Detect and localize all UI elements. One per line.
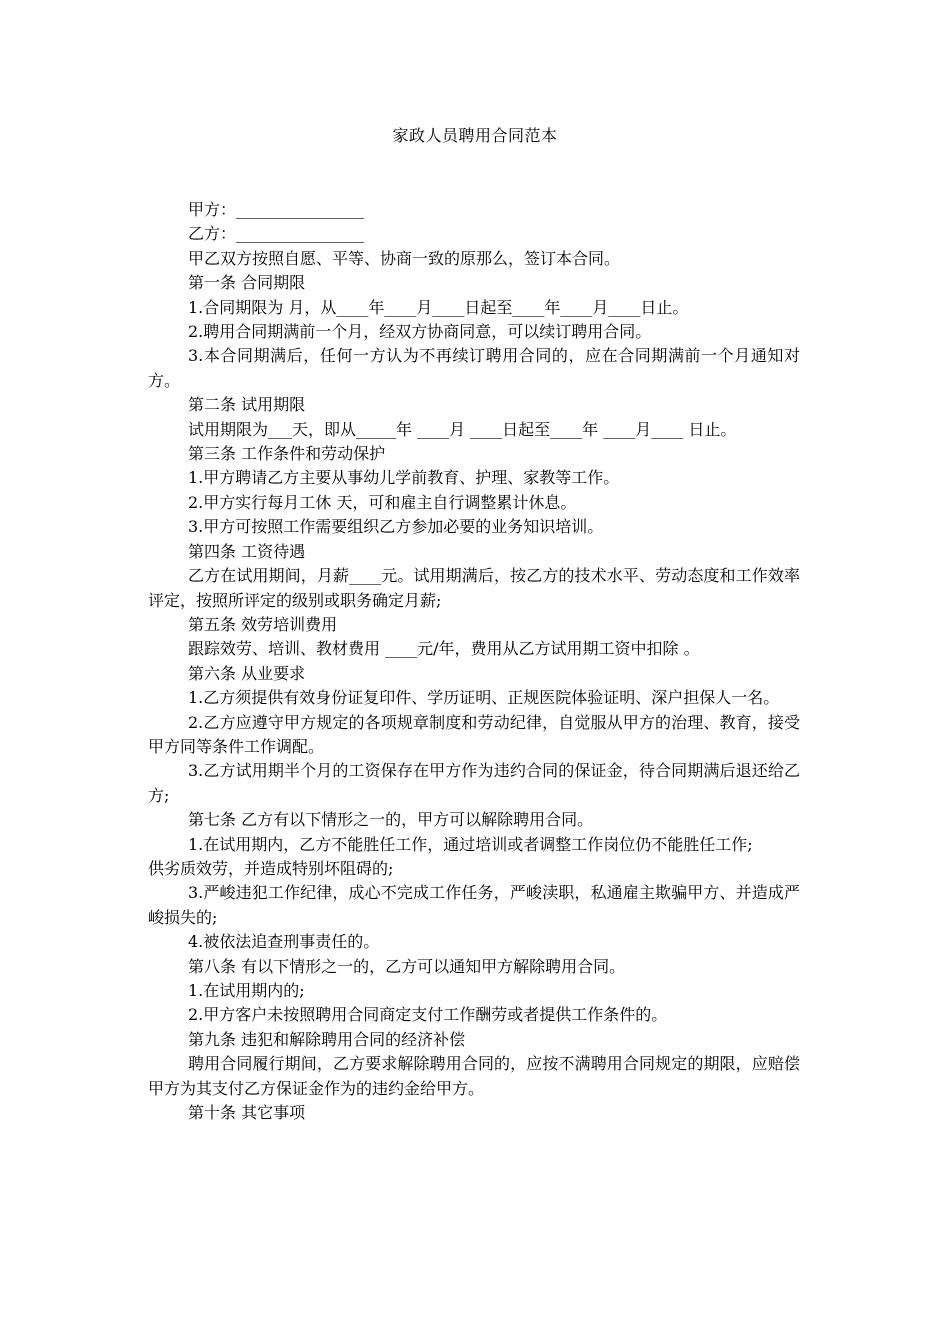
article-7-clause-3: 3.严峻违犯工作纪律，成心不完成工作任务，严峻渎职，私通雇主欺骗甲方、并造成严峻损失的;: [148, 883, 800, 927]
party-a-line: 甲方：________________: [188, 200, 365, 219]
article-6-clause-3: 3.乙方试用期半个月的工资保存在甲方作为违约合同的保证金，待合同期满后退还给乙方;: [148, 761, 800, 805]
article-3-clause-2: 2.甲方实行每月工休 天，可和雇主自行调整累计休息。: [188, 492, 577, 512]
article-2-heading: 第二条 试用期限: [188, 395, 306, 415]
article-1-clause-1: 1.合同期限为 月，从____年____月____日起至____年____月____日止。: [188, 297, 689, 317]
article-8-clause-2: 2.甲方客户未按照聘用合同商定支付工作酬劳或者提供工作条件的。: [188, 1005, 668, 1025]
article-9-paragraph: 聘用合同履行期间，乙方要求解除聘用合同的，应按不满聘用合同规定的期限，应赔偿甲方为其支付乙方保证金作为的违约金给甲方。: [148, 1054, 800, 1098]
article-1-clause-3: 3.本合同期满后，任何一方认为不再续订聘用合同的，应在合同期满前一个月通知对方。: [148, 346, 800, 390]
article-4-paragraph: 乙方在试用期间，月薪____元。试用期满后，按乙方的技术水平、劳动态度和工作效率评定，按照所评定的级别或职务确定月薪;: [148, 566, 800, 610]
article-3-clause-1: 1.甲方聘请乙方主要从事幼儿学前教育、护理、家教等工作。: [188, 468, 620, 488]
party-b-line: 乙方：________________: [188, 224, 365, 244]
article-3-clause-3: 3.甲方可按照工作需要组织乙方参加必要的业务知识培训。: [188, 517, 604, 537]
article-7-clause-4: 4.被依法追查刑事责任的。: [188, 932, 380, 952]
article-6-clause-2: 2.乙方应遵守甲方规定的各项规章制度和劳动纪律，自觉服从甲方的治理、教育，接受甲方同等条件工作调配。: [148, 712, 800, 756]
article-7-heading: 第七条 乙方有以下情形之一的，甲方可以解除聘用合同。: [188, 810, 594, 830]
document-body: [148, 198, 800, 1125]
article-10-heading: 第十条 其它事项: [188, 1103, 306, 1123]
article-1-clause-2: 2.聘用合同期满前一个月，经双方协商同意，可以续订聘用合同。: [188, 322, 652, 342]
article-7-clause-2-fragment: 供劣质效劳，并造成特别坏阻碍的;: [148, 858, 394, 878]
article-5-heading: 第五条 效劳培训费用: [188, 614, 338, 634]
article-8-clause-1: 1.在试用期内的;: [188, 981, 305, 1000]
article-2-paragraph: 试用期限为___天，即从_____年 ____月 ____日起至____年 ____月____ 日止。: [188, 419, 737, 439]
article-9-heading: 第九条 违犯和解除聘用合同的经济补偿: [188, 1029, 466, 1049]
article-7-clause-1: 1.在试用期内，乙方不能胜任工作，通过培训或者调整工作岗位仍不能胜任工作;: [188, 834, 753, 854]
article-3-heading: 第三条 工作条件和劳动保护: [188, 444, 386, 464]
article-1-heading: 第一条 合同期限: [188, 273, 306, 293]
article-8-heading: 第八条 有以下情形之一的，乙方可以通知甲方解除聘用合同。: [188, 956, 626, 976]
preamble-paragraph: 甲乙双方按照自愿、平等、协商一致的原那么，签订本合同。: [188, 248, 621, 268]
article-6-heading: 第六条 从业要求: [188, 663, 306, 683]
article-4-heading: 第四条 工资待遇: [188, 541, 306, 561]
article-5-paragraph: 跟踪效劳、培训、教材费用 ____元/年，费用从乙方试用期工资中扣除 。: [188, 639, 700, 659]
article-6-clause-1: 1.乙方须提供有效身份证复印件、学历证明、正规医院体验证明、深户担保人一名。: [188, 688, 780, 708]
document-title: 家政人员聘用合同范本: [392, 126, 558, 145]
